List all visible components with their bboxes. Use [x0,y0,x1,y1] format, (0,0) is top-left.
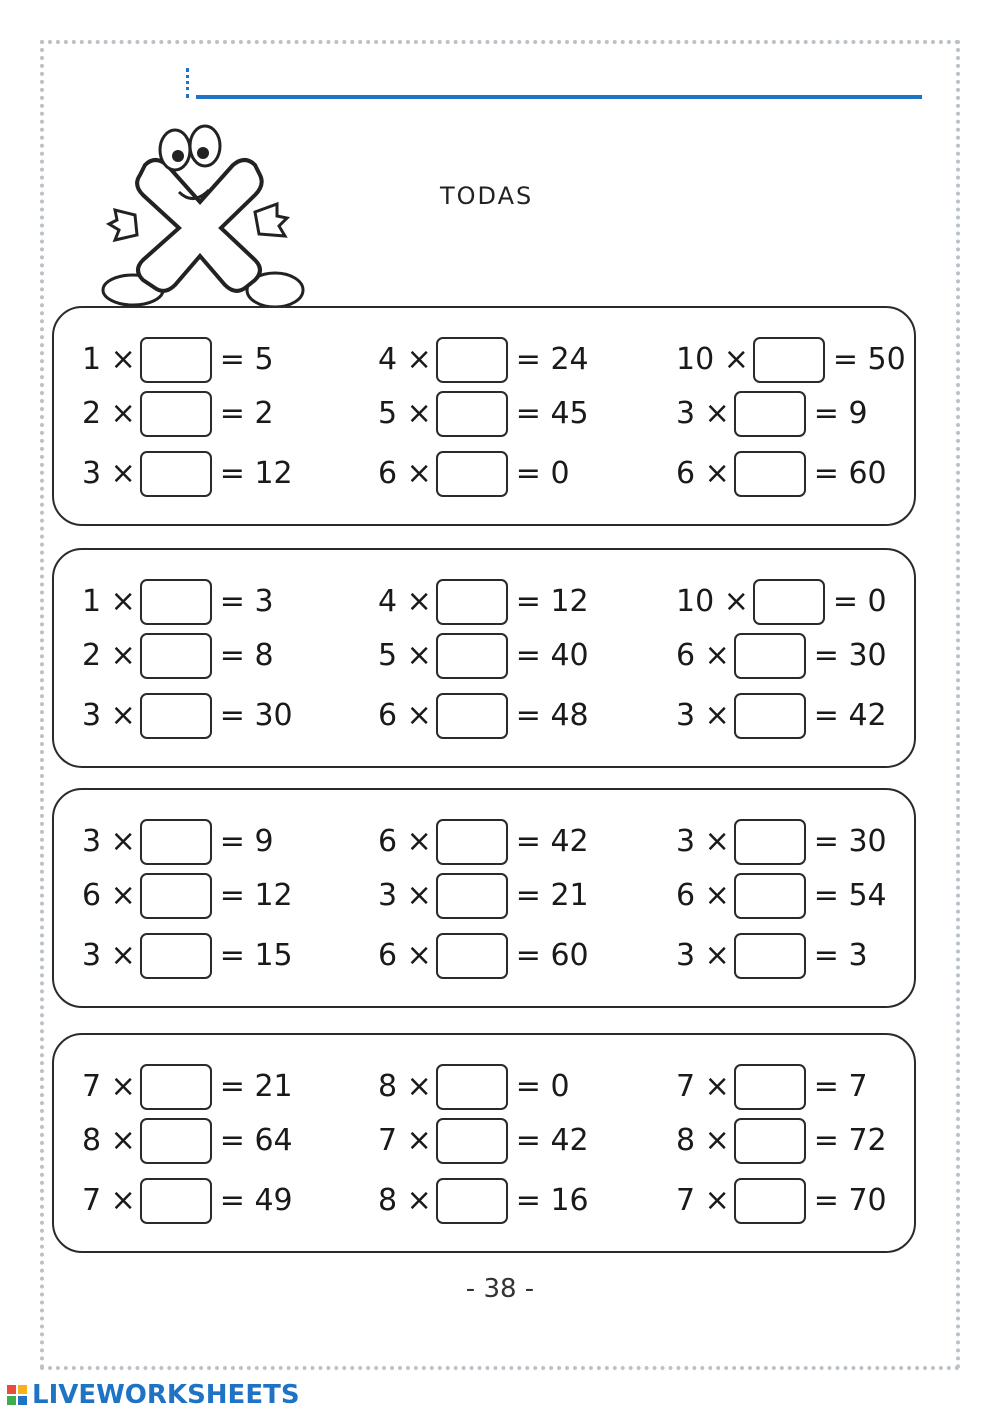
header-tick [186,68,192,98]
equation-product: = 42 [515,824,589,859]
equation-factor: 8 × [676,1123,730,1158]
multiplication-equation [378,1118,589,1164]
equation-product: = 12 [219,456,293,491]
answer-input-box[interactable] [140,1064,212,1110]
multiplication-equation [378,391,589,437]
brand-name: LIVEWORKSHEETS [32,1380,300,1410]
equation-factor: 3 × [676,396,730,431]
equation-product: = 42 [515,1123,589,1158]
equation-factor: 7 × [82,1069,136,1104]
answer-input-box[interactable] [734,819,806,865]
equation-factor: 2 × [82,396,136,431]
answer-input-box[interactable] [140,1178,212,1224]
answer-input-box[interactable] [140,933,212,979]
equation-product: = 72 [813,1123,887,1158]
multiplication-equation [378,873,589,919]
answer-input-box[interactable] [140,451,212,497]
equation-factor: 10 × [676,584,749,619]
equation-product: = 60 [813,456,887,491]
multiplication-equation [82,693,293,739]
multiplication-equation [676,933,868,979]
equation-factor: 6 × [378,698,432,733]
liveworksheets-logo-icon [6,1384,28,1406]
equation-product: = 21 [515,878,589,913]
answer-input-box[interactable] [436,451,508,497]
multiplication-equation [82,1064,293,1110]
equation-product: = 60 [515,938,589,973]
equation-factor: 7 × [82,1183,136,1218]
equation-product: = 7 [813,1069,868,1104]
equation-product: = 48 [515,698,589,733]
equation-product: = 9 [813,396,868,431]
equation-product: = 0 [515,1069,570,1104]
equation-product: = 3 [219,584,274,619]
answer-input-box[interactable] [734,1118,806,1164]
page-title: TODAS [440,182,534,210]
equation-product: = 40 [515,638,589,673]
answer-input-box[interactable] [140,693,212,739]
answer-input-box[interactable] [436,693,508,739]
equation-product: = 70 [813,1183,887,1218]
multiplication-equation [378,819,589,865]
equation-product: = 15 [219,938,293,973]
equation-factor: 3 × [82,456,136,491]
answer-input-box[interactable] [734,1064,806,1110]
equation-factor: 7 × [378,1123,432,1158]
equation-factor: 6 × [378,456,432,491]
answer-input-box[interactable] [436,933,508,979]
multiplication-equation [82,1178,293,1224]
equation-product: = 49 [219,1183,293,1218]
multiplication-equation [676,1064,868,1110]
equation-factor: 2 × [82,638,136,673]
multiplication-equation [378,579,589,625]
name-line [196,95,922,99]
multiplication-equation [676,633,887,679]
equation-product: = 64 [219,1123,293,1158]
equation-product: = 54 [813,878,887,913]
equation-factor: 6 × [378,938,432,973]
equation-product: = 0 [832,584,887,619]
equation-product: = 16 [515,1183,589,1218]
multiplication-equation [378,337,589,383]
equation-product: = 3 [813,938,868,973]
multiplication-equation [676,693,887,739]
multiplication-equation [82,873,293,919]
answer-input-box[interactable] [140,391,212,437]
equation-product: = 24 [515,342,589,377]
multiplication-equation [378,633,589,679]
equation-product: = 0 [515,456,570,491]
equation-factor: 3 × [676,698,730,733]
answer-input-box[interactable] [436,819,508,865]
multiplication-equation [676,391,868,437]
equation-product: = 45 [515,396,589,431]
multiplication-equation [676,337,906,383]
equation-product: = 8 [219,638,274,673]
equation-factor: 1 × [82,584,136,619]
answer-input-box[interactable] [734,391,806,437]
answer-input-box[interactable] [734,693,806,739]
equation-factor: 5 × [378,396,432,431]
multiplication-equation [82,579,274,625]
answer-input-box[interactable] [753,337,825,383]
multiplication-equation [676,819,887,865]
multiplication-equation [378,1064,570,1110]
answer-input-box[interactable] [436,1064,508,1110]
answer-input-box[interactable] [140,873,212,919]
equation-factor: 6 × [676,638,730,673]
answer-input-box[interactable] [140,633,212,679]
equation-factor: 3 × [82,938,136,973]
equation-factor: 6 × [82,878,136,913]
equation-product: = 30 [813,824,887,859]
equation-factor: 3 × [676,938,730,973]
multiplication-equation [378,1178,589,1224]
liveworksheets-logo [6,1380,300,1410]
equation-product: = 9 [219,824,274,859]
equation-factor: 6 × [676,878,730,913]
answer-input-box[interactable] [436,873,508,919]
equation-product: = 2 [219,396,274,431]
answer-input-box[interactable] [436,391,508,437]
answer-input-box[interactable] [734,873,806,919]
multiplication-equation [82,391,274,437]
answer-input-box[interactable] [734,933,806,979]
multiplication-equation [378,693,589,739]
equation-product: = 21 [219,1069,293,1104]
multiplication-equation [82,633,274,679]
equation-factor: 4 × [378,584,432,619]
multiplication-equation [676,873,887,919]
equation-product: = 12 [515,584,589,619]
answer-input-box[interactable] [140,579,212,625]
equation-factor: 4 × [378,342,432,377]
multiplication-equation [378,451,570,497]
equation-factor: 7 × [676,1183,730,1218]
multiplication-equation [676,579,887,625]
answer-input-box[interactable] [753,579,825,625]
multiplication-equation [676,1178,887,1224]
equation-factor: 8 × [82,1123,136,1158]
equation-product: = 50 [832,342,906,377]
answer-input-box[interactable] [436,579,508,625]
multiplication-equation [82,1118,293,1164]
multiplication-equation [82,819,274,865]
answer-input-box[interactable] [436,1118,508,1164]
equation-factor: 6 × [378,824,432,859]
equation-factor: 3 × [82,824,136,859]
multiplication-equation [676,1118,887,1164]
multiplication-equation [82,337,274,383]
answer-input-box[interactable] [734,451,806,497]
equation-factor: 10 × [676,342,749,377]
equation-factor: 3 × [378,878,432,913]
multiplication-equation [82,451,293,497]
answer-input-box[interactable] [734,633,806,679]
multiplication-equation [676,451,887,497]
answer-input-box[interactable] [734,1178,806,1224]
equation-factor: 5 × [378,638,432,673]
equation-product: = 30 [219,698,293,733]
multiplication-equation [378,933,589,979]
equation-factor: 7 × [676,1069,730,1104]
multiplication-mascot-icon [95,120,305,315]
equation-product: = 42 [813,698,887,733]
equation-factor: 3 × [676,824,730,859]
equation-factor: 6 × [676,456,730,491]
page-number: - 38 - [465,1274,535,1304]
multiplication-equation [82,933,293,979]
answer-input-box[interactable] [436,633,508,679]
equation-product: = 5 [219,342,274,377]
equation-factor: 3 × [82,698,136,733]
equation-factor: 8 × [378,1069,432,1104]
equation-factor: 1 × [82,342,136,377]
equation-product: = 30 [813,638,887,673]
answer-input-box[interactable] [140,819,212,865]
answer-input-box[interactable] [140,1118,212,1164]
equation-factor: 8 × [378,1183,432,1218]
answer-input-box[interactable] [436,1178,508,1224]
answer-input-box[interactable] [140,337,212,383]
equation-product: = 12 [219,878,293,913]
answer-input-box[interactable] [436,337,508,383]
